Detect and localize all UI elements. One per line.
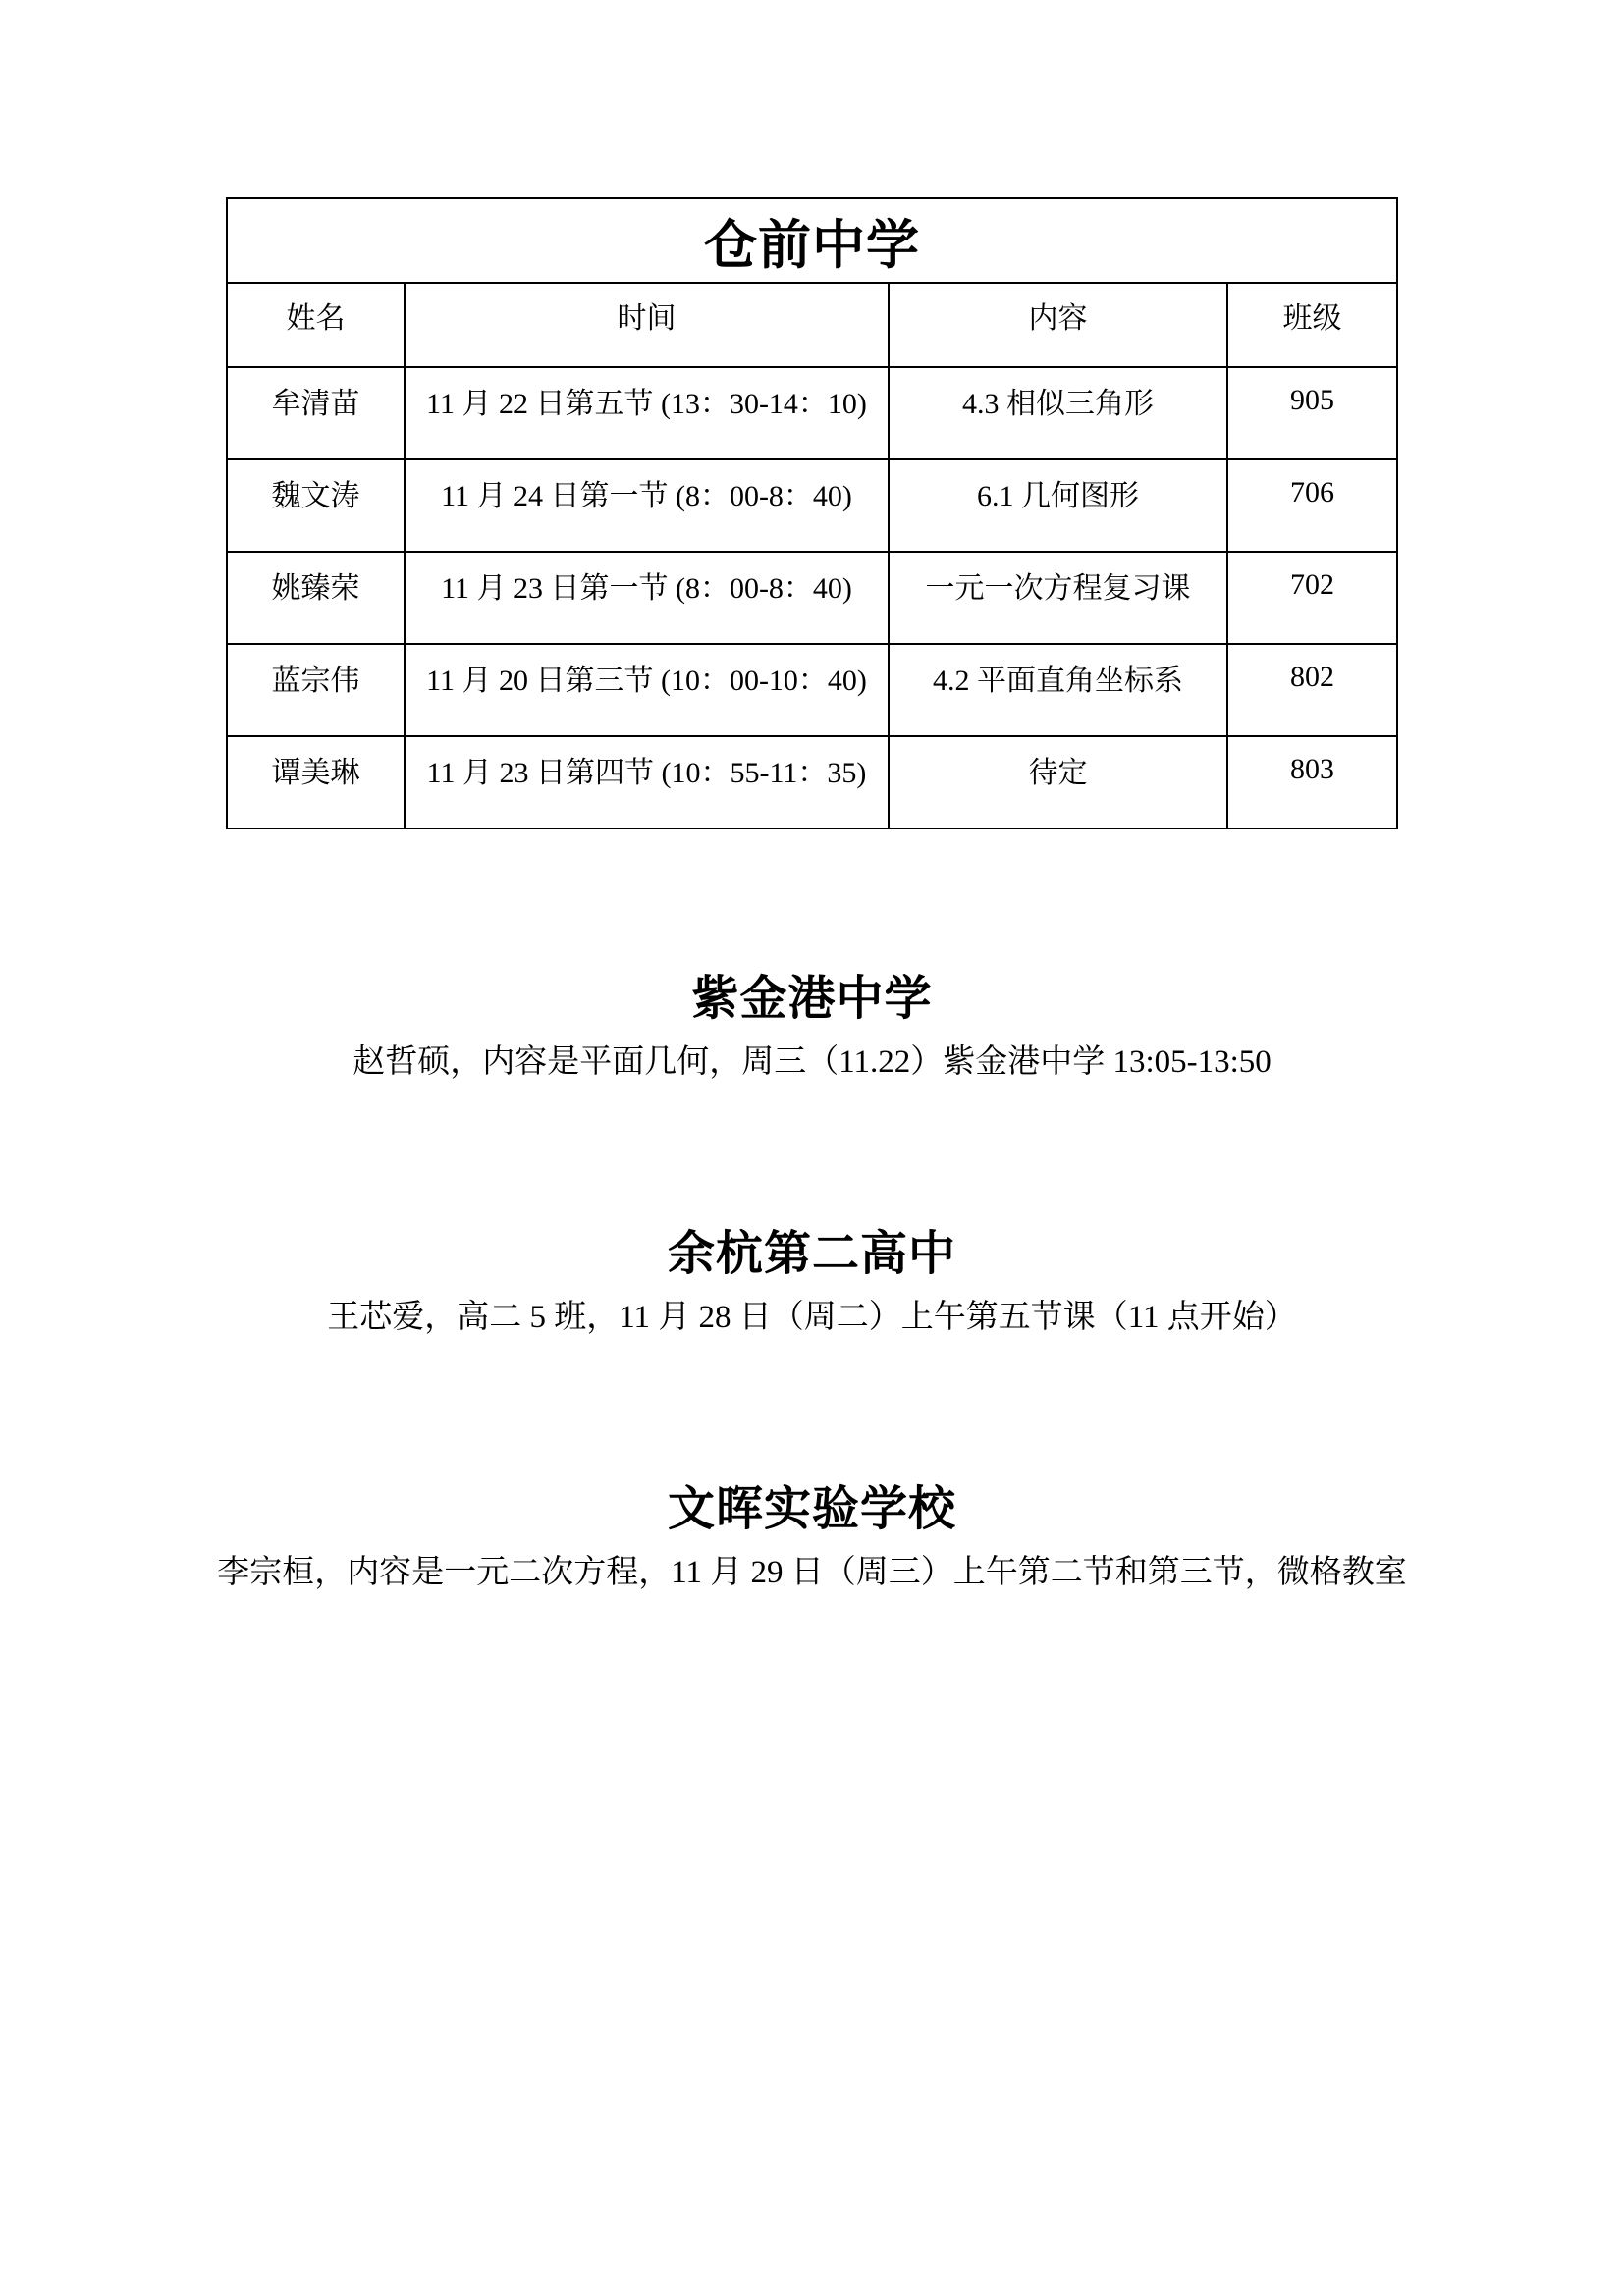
column-header-content: 内容	[889, 283, 1227, 367]
section-body: 李宗桓，内容是一元二次方程，11 月 29 日（周三）上午第二节和第三节，微格教室	[217, 1555, 1407, 1590]
class-cell: 702	[1227, 552, 1397, 644]
content-cell: 4.3 相似三角形	[889, 367, 1227, 459]
table-row	[227, 736, 1397, 828]
column-header-name: 姓名	[227, 283, 405, 367]
column-header-class: 班级	[1227, 283, 1397, 367]
section-title: 文晖实验学校	[667, 1483, 956, 1535]
section-title: 紫金港中学	[691, 973, 933, 1025]
time-cell: 11 月 23 日第一节 (8：00-8：40)	[405, 552, 889, 644]
section-title: 余杭第二高中	[667, 1228, 956, 1280]
column-header-time: 时间	[405, 283, 889, 367]
class-cell: 905	[1227, 367, 1397, 459]
content-cell: 一元一次方程复习课	[889, 552, 1227, 644]
time-cell: 11 月 22 日第五节 (13：30-14：10)	[405, 367, 889, 459]
class-cell: 803	[1227, 736, 1397, 828]
content-cell: 4.2 平面直角坐标系	[889, 644, 1227, 736]
table-header-row	[227, 283, 1397, 367]
section-yuhang-no2-high	[0, 1224, 1624, 1340]
name-cell: 魏文涛	[227, 459, 405, 552]
time-cell: 11 月 24 日第一节 (8：00-8：40)	[405, 459, 889, 552]
table-title: 仓前中学	[227, 198, 1397, 283]
section-zijingang	[0, 969, 1624, 1085]
section-wenhui-experimental	[0, 1479, 1624, 1595]
content-cell: 待定	[889, 736, 1227, 828]
section-body: 王芯爱，高二 5 班，11 月 28 日（周二）上午第五节课（11 点开始）	[327, 1300, 1297, 1335]
name-cell: 蓝宗伟	[227, 644, 405, 736]
time-cell: 11 月 23 日第四节 (10：55-11：35)	[405, 736, 889, 828]
table-row	[227, 552, 1397, 644]
time-cell: 11 月 20 日第三节 (10：00-10：40)	[405, 644, 889, 736]
content-cell: 6.1 几何图形	[889, 459, 1227, 552]
table-row	[227, 459, 1397, 552]
name-cell: 谭美琳	[227, 736, 405, 828]
name-cell: 牟清苗	[227, 367, 405, 459]
class-cell: 802	[1227, 644, 1397, 736]
cangqian-schedule-table	[226, 197, 1398, 829]
table-title-row	[227, 198, 1397, 283]
name-cell: 姚臻荣	[227, 552, 405, 644]
class-cell: 706	[1227, 459, 1397, 552]
section-body: 赵哲硕，内容是平面几何，周三（11.22）紫金港中学 13:05-13:50	[352, 1044, 1272, 1080]
table-row	[227, 367, 1397, 459]
table-row	[227, 644, 1397, 736]
